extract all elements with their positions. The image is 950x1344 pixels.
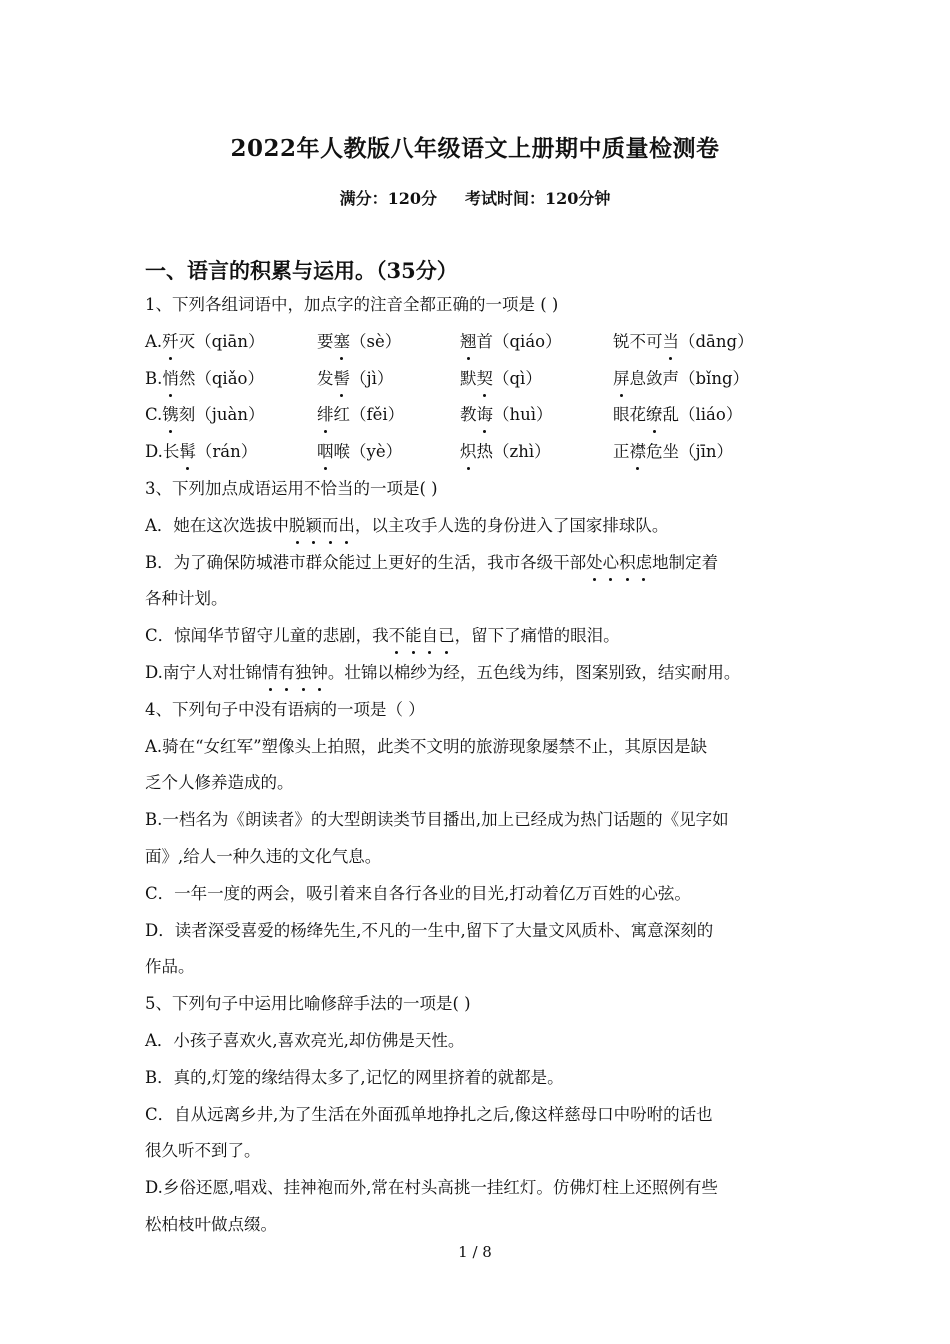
option-row bbox=[145, 439, 810, 476]
option-line: B.一档名为《朗读者》的大型朗读类节目播出,加上已经成为热门话题的《见字如 bbox=[145, 810, 729, 830]
word-option: 要塞（sè） bbox=[317, 329, 401, 355]
dotted-char: 塞 bbox=[334, 329, 351, 355]
option-line: C．自从远离乡井,为了生活在外面孤单地挣扎之后,像这样慈母口中吩咐的话也 bbox=[145, 1104, 713, 1124]
dotted-char: 契 bbox=[477, 366, 494, 392]
option-line: 很久听不到了。 bbox=[145, 1141, 261, 1161]
word-option: 翘首（qiáo） bbox=[460, 329, 562, 355]
dotted-char: 悄 bbox=[162, 366, 179, 392]
dotted-char: 炽 bbox=[460, 439, 477, 465]
dotted-char: 屏 bbox=[613, 366, 630, 392]
option-line: D．读者深受喜爱的杨绛先生,不凡的一生中,留下了大量文风质朴、寓意深刻的 bbox=[145, 920, 714, 940]
option-line: D.乡俗还愿,唱戏、挂神袍而外,常在村头高挑一挂红灯。仿佛灯柱上还照例有些 bbox=[145, 1178, 718, 1198]
option-line: 面》,给人一种久违的文化气息。 bbox=[145, 846, 382, 866]
q1-options bbox=[145, 329, 810, 476]
option-line: 作品。 bbox=[145, 957, 195, 977]
question-stem: 1、下列各组词语中，加点字的注音全都正确的一项是 ( ) bbox=[145, 295, 559, 314]
option-line: D.南宁人对壮锦情有独钟。壮锦以棉纱为经，五色线为纬，图案别致，结实耐用。 bbox=[145, 660, 810, 697]
option-line: C．一年一度的两会，吸引着来自各行各业的目光,打动着亿万百姓的心弦。 bbox=[145, 883, 691, 903]
option-line: C．惊闻华节留守儿童的悲剧，我不能自已，留下了痛惜的眼泪。 bbox=[145, 623, 810, 660]
word-option: 咽喉（yè） bbox=[317, 439, 402, 465]
exam-time: 考试时间：120分钟 bbox=[465, 189, 611, 208]
dotted-char: 绯 bbox=[317, 402, 334, 428]
option-line: 各种计划。 bbox=[145, 589, 228, 609]
option-line: A．小孩子喜欢火,喜欢亮光,却仿佛是天性。 bbox=[145, 1030, 465, 1050]
option-line: B．真的,灯笼的缘结得太多了,记忆的网里挤着的就都是。 bbox=[145, 1067, 564, 1087]
word-option: C.镌刻（juàn） bbox=[145, 402, 265, 428]
option-line: A．她在这次选拔中脱颖而出，以主攻手人选的身份进入了国家排球队。 bbox=[145, 513, 810, 550]
word-option: 发髻（jì） bbox=[317, 366, 393, 392]
word-option: D.长髯（rán） bbox=[145, 439, 257, 465]
dotted-idiom: 脱颖而出 bbox=[289, 516, 355, 535]
word-option: 眼花缭乱（liáo） bbox=[613, 402, 742, 428]
option-line: B．为了确保防城港市群众能过上更好的生活，我市各级干部处心积虑地制定着 bbox=[145, 550, 810, 587]
full-score: 满分：120分 bbox=[339, 189, 437, 208]
dotted-char: 当 bbox=[663, 329, 680, 355]
word-option: 绯红（fěi） bbox=[317, 402, 404, 428]
exam-info bbox=[0, 186, 950, 209]
dotted-char: 诲 bbox=[477, 402, 494, 428]
word-option: B.悄然（qiǎo） bbox=[145, 366, 264, 392]
question-body bbox=[145, 292, 810, 1249]
option-line: 乏个人修养造成的。 bbox=[145, 773, 294, 793]
word-option: 屏息敛声（bǐng） bbox=[613, 366, 749, 392]
dotted-char: 镌 bbox=[162, 402, 179, 428]
dotted-char: 缭 bbox=[646, 402, 663, 428]
option-line: A.骑在“女红军”塑像头上拍照，此类不文明的旅游现象屡禁不止，其原因是缺 bbox=[145, 736, 708, 756]
dotted-char: 髯 bbox=[179, 439, 196, 465]
page-number: 1 / 8 bbox=[458, 1243, 492, 1261]
word-option: 教诲（huì） bbox=[460, 402, 553, 428]
question-stem: 5、下列句子中运用比喻修辞手法的一项是( ) bbox=[145, 994, 471, 1014]
dotted-idiom: 处心积虑 bbox=[586, 553, 652, 572]
dotted-char: 翘 bbox=[460, 329, 477, 355]
word-option: 正襟危坐（jīn） bbox=[613, 439, 733, 465]
dotted-char: 歼 bbox=[162, 329, 179, 355]
question-stem: 4、下列句子中没有语病的一项是（ ） bbox=[145, 699, 425, 719]
dotted-char: 襟 bbox=[630, 439, 647, 465]
option-row bbox=[145, 329, 810, 366]
page-title: 2022年人教版八年级语文上册期中质量检测卷 bbox=[230, 135, 720, 162]
option-row bbox=[145, 402, 810, 439]
dotted-idiom: 不能自已 bbox=[389, 626, 455, 645]
word-option: 默契（qì） bbox=[460, 366, 542, 392]
word-option: 锐不可当（dāng） bbox=[613, 329, 754, 355]
option-line: 松柏枝叶做点缀。 bbox=[145, 1214, 277, 1234]
question-stem: 3、下列加点成语运用不恰当的一项是( ) bbox=[145, 478, 438, 498]
word-option: A.歼灭（qiān） bbox=[145, 329, 264, 355]
dotted-char: 咽 bbox=[317, 439, 334, 465]
section-heading: 一、语言的积累与运用。（35分） bbox=[145, 258, 458, 283]
option-row bbox=[145, 366, 810, 403]
dotted-idiom: 情有独钟 bbox=[262, 663, 328, 682]
word-option: 炽热（zhì） bbox=[460, 439, 551, 465]
dotted-char: 髻 bbox=[334, 366, 351, 392]
